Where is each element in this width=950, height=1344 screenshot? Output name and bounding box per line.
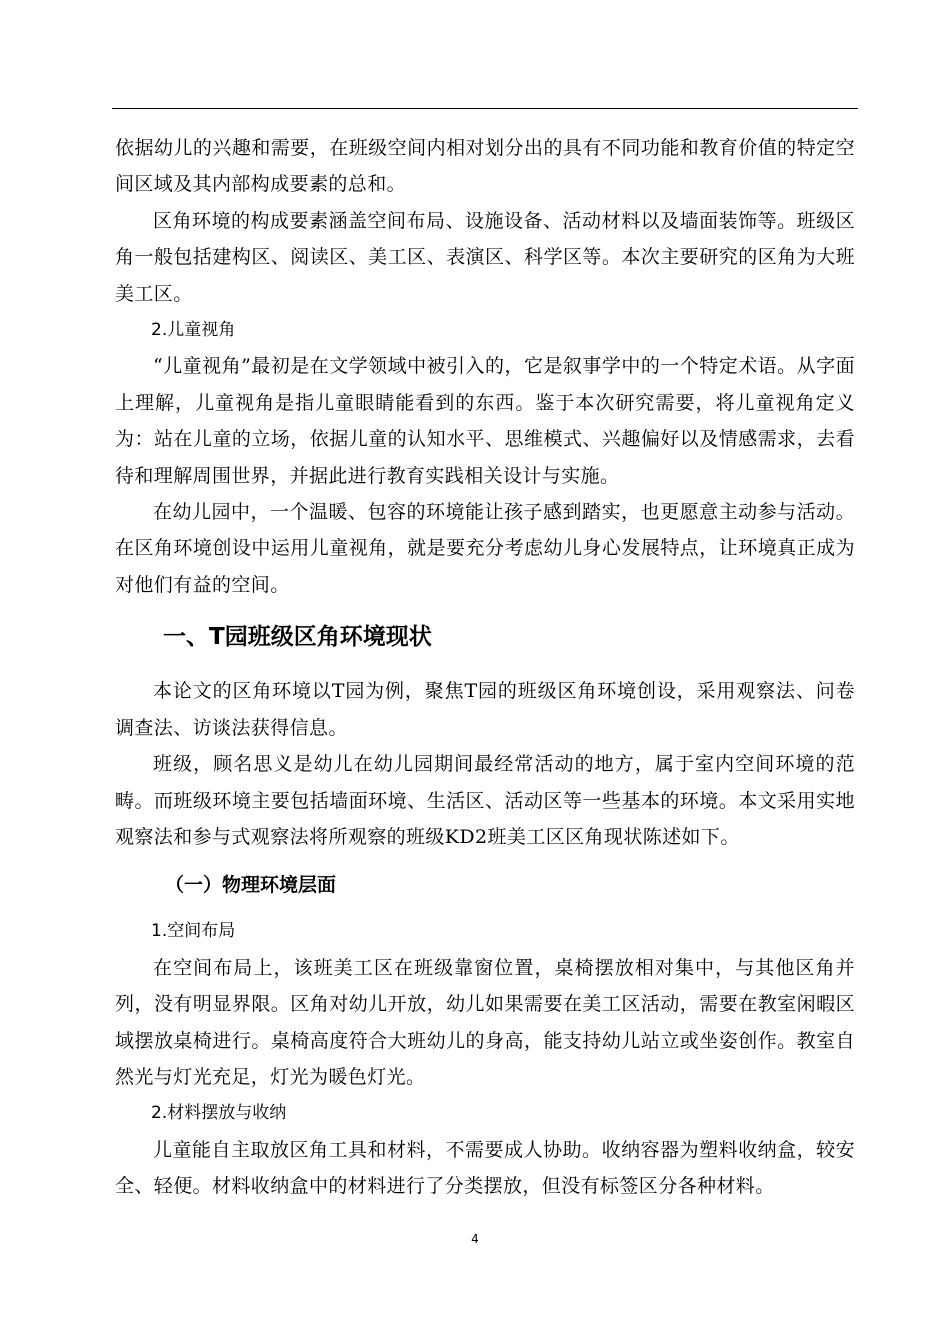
subheading-material-storage: 2.材料摆放与收纳 <box>151 1103 287 1124</box>
page-content <box>115 130 855 1205</box>
paragraph-research-methods: 本论文的区角环境以T园为例，聚焦T园的班级区角环境创设，采用观察法、问卷调查法、访谈法获得信息。 <box>115 680 855 739</box>
paragraph-class-environment: 班级，顾名思义是幼儿在幼儿园期间最经常活动的地方，属于室内空间环境的范畴。而班级环境主要包括墙面环境、生活区、活动区等一些基本的环境。本文采用实地观察法和参与式观察法将所观察的班级KD2班美工区区角现状陈述如下。 <box>115 753 855 848</box>
paragraph-space-layout: 在空间布局上，该班美工区在班级靠窗位置，桌椅摆放相对集中，与其他区角并列，没有明显界限。区角对幼儿开放，幼儿如果需要在美工区活动，需要在教室闲暇区域摆放桌椅进行。桌椅高度符合大班幼儿的身高，能支持幼儿站立或坐姿创作。教室自然光与灯光充足，灯光为暖色灯光。 <box>115 956 855 1088</box>
header-rule <box>112 108 858 109</box>
subheading-space-layout: 1.空间布局 <box>151 921 236 942</box>
paragraph-corner-elements: 区角环境的构成要素涵盖空间布局、设施设备、活动材料以及墙面装饰等。班级区角一般包括建构区、阅读区、美工区、表演区、科学区等。本次主要研究的区角为大班美工区。 <box>115 209 855 305</box>
paragraph-definition-continued: 依据幼儿的兴趣和需要，在班级空间内相对划分出的具有不同功能和教育价值的特定空间区域及其内部构成要素的总和。 <box>115 137 855 196</box>
subheading-child-perspective: 2.儿童视角 <box>151 320 236 341</box>
paragraph-material-storage: 儿童能自主取放区角工具和材料，不需要成人协助。收纳容器为塑料收纳盒，较安全、轻便。材料收纳盒中的材料进行了分类摆放，但没有标签区分各种材料。 <box>115 1138 855 1198</box>
section-heading-status: 一、T园班级区角环境现状 <box>163 624 432 651</box>
subsection-heading-physical-environment: （一）物理环境层面 <box>165 874 337 897</box>
paragraph-kindergarten-environment: 在幼儿园中，一个温暖、包容的环境能让孩子感到踏实，也更愿意主动参与活动。在区角环境创设中运用儿童视角，就是要充分考虑幼儿身心发展特点，让环境真正成为对他们有益的空间。 <box>115 501 855 596</box>
paragraph-child-perspective-definition: “儿童视角”最初是在文学领域中被引入的，它是叙事学中的一个特定术语。从字面上理解，儿童视角是指儿童眼睛能看到的东西。鉴于本次研究需要，将儿童视角定义为：站在儿童的立场，依据儿童的认知水平、思维模式、兴趣偏好以及情感需求，去看待和理解周围世界，并据此进行教育实践相关设计与实施。 <box>115 355 855 487</box>
page-number: 4 <box>471 1232 479 1246</box>
